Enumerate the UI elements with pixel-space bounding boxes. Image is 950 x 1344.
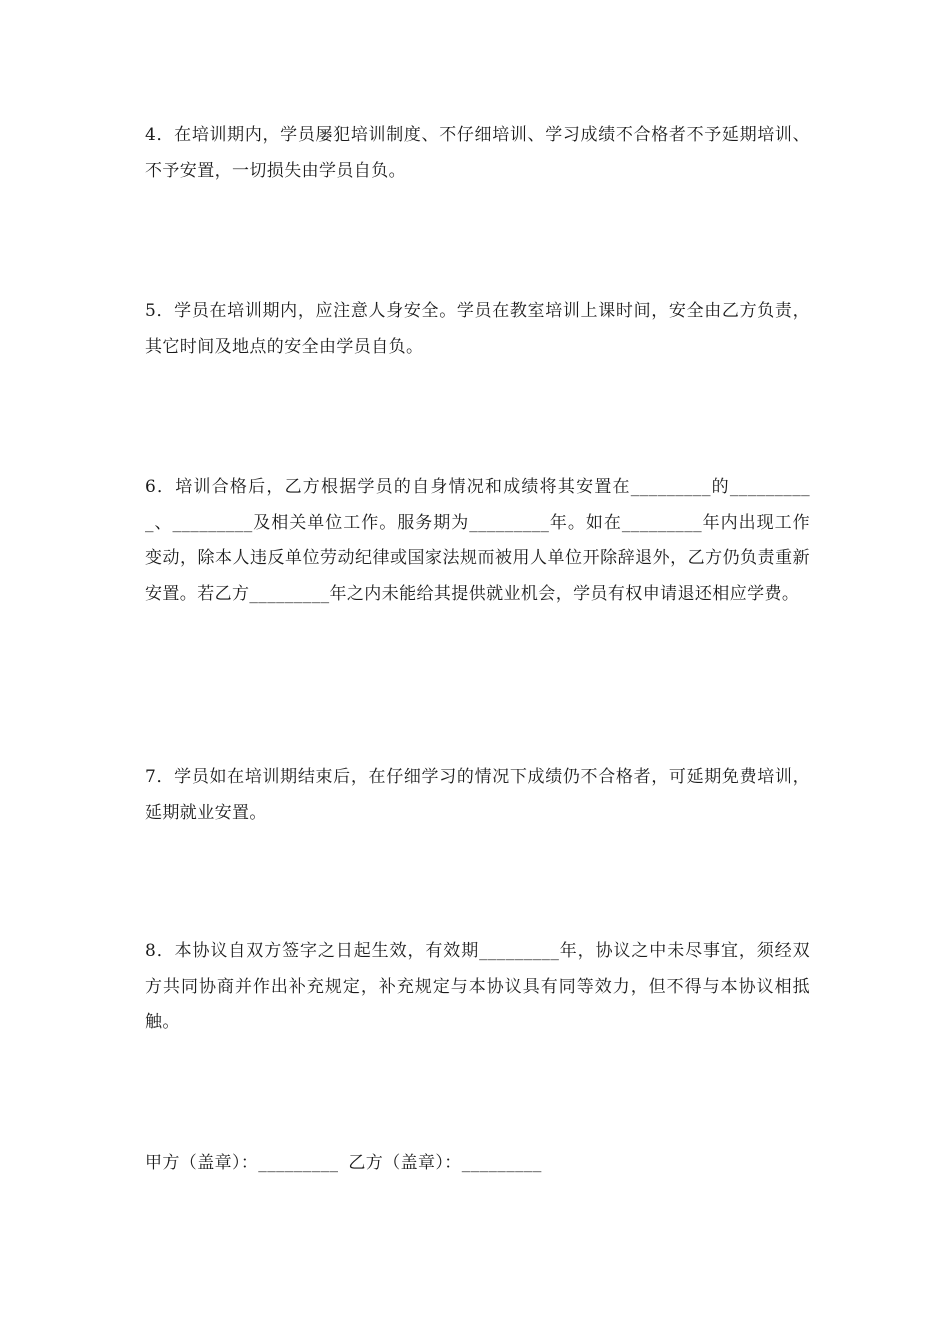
clause-5: 5．学员在培训期内，应注意人身安全。学员在教室培训上课时间，安全由乙方负责，其它时间及地点的安全由学员自负。 [145,301,810,357]
clause-7: 7．学员如在培训期结束后，在仔细学习的情况下成绩仍不合格者，可延期免费培训，延期就业安置。 [145,767,810,823]
clause-8: 8．本协议自双方签字之日起生效，有效期_________年，协议之中未尽事宜，须经双方共同协商并作出补充规定，补充规定与本协议具有同等效力，但不得与本协议相抵触。 [145,941,810,1032]
party-b-signature: 乙方（盖章）：_________ [348,1153,542,1173]
clause-6: 6．培训合格后，乙方根据学员的自身情况和成绩将其安置在_________的__________、_________及相关单位工作。服务期为_________年。如在_________年内出现工作变动，除本人违反单位劳动纪律或国家法规而被用人单位开除辞退外，乙方仍负责重新安置。若乙方_________年之内未能给其提供就业机会，学员有权申请退还相应学费。 [145,477,810,604]
party-a-signature: 甲方（盖章）：_________ [145,1153,339,1173]
signature-line [145,1146,542,1181]
clause-4: 4．在培训期内，学员屡犯培训制度、不仔细培训、学习成绩不合格者不予延期培训、不予安置，一切损失由学员自负。 [145,125,810,181]
